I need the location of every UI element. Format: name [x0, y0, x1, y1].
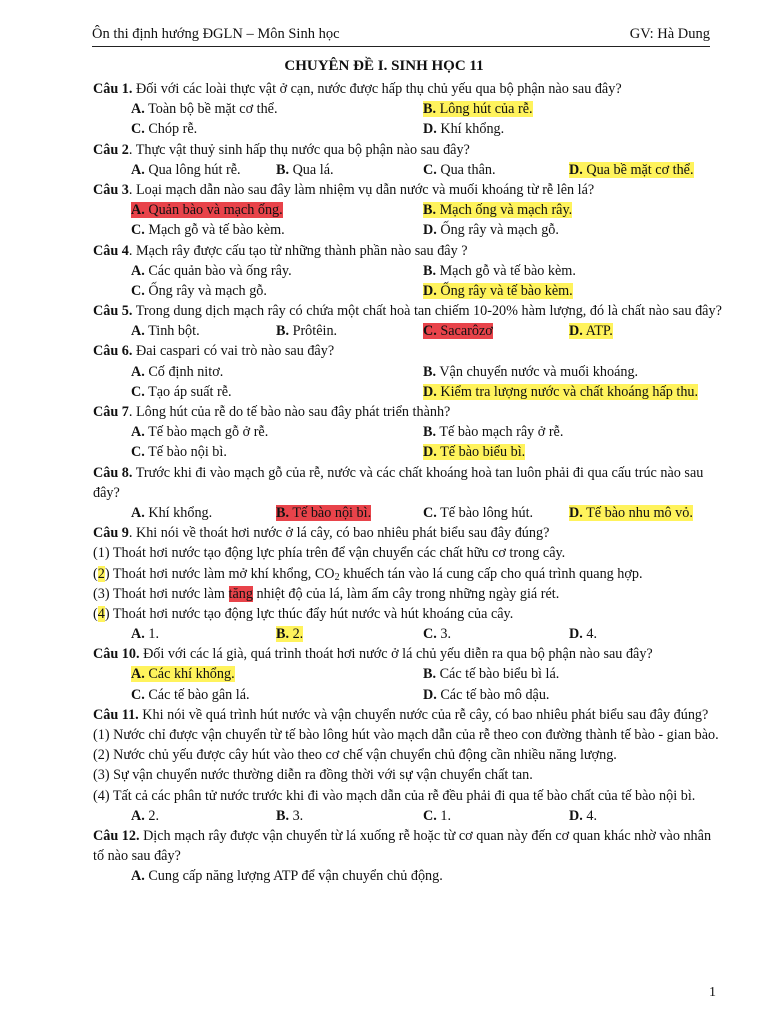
- answer-row: [93, 685, 725, 705]
- answer-a: A. Cố định nitơ.: [131, 363, 224, 380]
- answer-d: D. Qua bề mặt cơ thể.: [569, 161, 694, 178]
- answer-d: D. Tế bào nhu mô vỏ.: [569, 504, 693, 521]
- answer-c: C. 3.: [423, 626, 451, 643]
- page-number: 1: [709, 985, 716, 1000]
- answer-a: A. Khí khổng.: [131, 504, 213, 521]
- answer-b: B. Vận chuyển nước và muối khoáng.: [423, 363, 639, 380]
- answer-row: [93, 261, 725, 281]
- statement-2: (2) Thoát hơi nước làm mở khí khổng, $CO_2$ khuếch tán vào lá cung cấp cho quá trình quang hợp.: [93, 565, 643, 583]
- answer-row: [93, 119, 725, 139]
- answer-row: [93, 200, 725, 220]
- answer-a: A. 2.: [131, 807, 159, 824]
- question-11: Câu 11. Khi nói về quá trình hút nước và vận chuyển nước của rễ cây, có bao nhiêu phát biểu sau đây đúng?: [93, 706, 709, 723]
- answer-a: A. Tế bào mạch gỗ ở rễ.: [131, 424, 269, 441]
- answer-c: C. Các tế bào gân lá.: [131, 686, 250, 703]
- answer-c: C. Qua thân.: [423, 161, 496, 178]
- question-12: Câu 12. Dịch mạch rây được vận chuyển từ lá xuống rễ hoặc từ cơ quan này đến cơ quan khác nhờ vào nhân tố nào sau đây?: [93, 828, 712, 865]
- answer-a: A. Qua lông hút rễ.: [131, 161, 241, 178]
- answer-c: C. Tế bào lông hút.: [423, 504, 534, 521]
- answer-b: B. Qua lá.: [276, 161, 334, 178]
- answer-d: D. Kiểm tra lượng nước và chất khoáng hấp thu.: [423, 383, 699, 400]
- answer-c: C. Ống rây và mạch gỗ.: [131, 282, 267, 299]
- header-teacher: GV: Hà Dung: [629, 26, 710, 42]
- answer-row: [93, 160, 725, 180]
- answer-a: A. Tinh bột.: [131, 323, 200, 340]
- answer-a: A. Toàn bộ bề mặt cơ thể.: [131, 101, 278, 118]
- answer-b: B. Tế bào nội bì.: [276, 504, 372, 521]
- answer-row: [93, 382, 725, 402]
- answer-d: D. Ống rây và mạch gỗ.: [423, 222, 559, 239]
- answer-row: [93, 220, 725, 240]
- answer-b: B. Các tế bào biểu bì lá.: [423, 666, 560, 683]
- answer-row: [93, 281, 725, 301]
- question-list: [93, 79, 725, 887]
- answer-b: B. 3.: [276, 807, 304, 824]
- statement-4: (4) Thoát hơi nước tạo động lực thúc đẩy hút nước và hút khoáng của cây.: [93, 605, 514, 622]
- answer-a: A. Quản bào và mạch ống.: [131, 202, 283, 219]
- statement-3: (3) Thoát hơi nước làm tăng nhiệt độ của lá, làm ấm cây trong những ngày giá rét.: [93, 585, 560, 602]
- answer-b: B. Mạch ống và mạch rây.: [423, 202, 573, 219]
- answer-d: D. Khí khổng.: [423, 121, 505, 138]
- document-title: CHUYÊN ĐỀ I. SINH HỌC 11: [284, 58, 484, 74]
- question-1: [93, 79, 725, 99]
- answer-a: A. Cung cấp năng lượng ATP để vận chuyển chủ động.: [131, 868, 443, 885]
- answer-row: [93, 99, 725, 119]
- question-9: Câu 9. Khi nói về thoát hơi nước ở lá cây, có bao nhiêu phát biểu sau đây đúng?: [93, 525, 550, 542]
- answer-c: C. Mạch gỗ và tế bào kèm.: [131, 222, 285, 239]
- answer-d: D. 4.: [569, 807, 597, 824]
- answer-row: [93, 664, 725, 684]
- answer-d: D. Ống rây và tế bào kèm.: [423, 282, 573, 299]
- question-2: Câu 2. Thực vật thuỷ sinh hấp thụ nước qua bộ phận nào sau đây?: [93, 141, 470, 158]
- answer-a: A. Các quản bào và ống rây.: [131, 262, 292, 279]
- header-course: Ôn thi định hướng ĐGLN – Môn Sinh học: [92, 26, 340, 42]
- question-6: Câu 6. Đai caspari có vai trò nào sau đây?: [93, 343, 335, 360]
- answer-c: C. Sacarôzơ: [423, 323, 493, 340]
- answer-b: B. Tế bào mạch rây ở rễ.: [423, 424, 564, 441]
- question-3: Câu 3. Loại mạch dẫn nào sau đây làm nhiệm vụ dẫn nước và muối khoáng từ rễ lên lá?: [93, 181, 595, 198]
- statement-3: (3) Sự vận chuyển nước thường diễn ra đồng thời với sự vận chuyển chất tan.: [93, 767, 533, 784]
- answer-d: D. Các tế bào mô dậu.: [423, 686, 550, 703]
- answer-d: D. ATP.: [569, 323, 613, 340]
- answer-c: C. 1.: [423, 807, 451, 824]
- answer-a: A. Các khí khổng.: [131, 666, 235, 683]
- question-5: Câu 5. Trong dung dịch mạch rây có chứa một chất hoà tan chiếm 10-20% hàm lượng, đó là chất nào sau đây?: [93, 303, 722, 320]
- answer-b: B. 2.: [276, 626, 304, 643]
- question-7: Câu 7. Lông hút của rễ do tế bào nào sau đây phát triển thành?: [93, 404, 451, 421]
- answer-row: [93, 442, 725, 462]
- page-header: [92, 24, 710, 47]
- answer-row: [93, 362, 725, 382]
- question-8: Câu 8. Trước khi đi vào mạch gỗ của rễ, nước và các chất khoáng hoà tan luôn phải đi qua cấu trúc nào sau đây?: [93, 464, 704, 501]
- answer-c: C. Chóp rễ.: [131, 121, 198, 138]
- question-label: Câu 1.: [93, 81, 133, 97]
- answer-row: [93, 624, 725, 644]
- answer-row: [93, 866, 725, 886]
- question-4: Câu 4. Mạch rây được cấu tạo từ những thành phần nào sau đây ?: [93, 242, 468, 259]
- answer-row: [93, 321, 725, 341]
- question-10: Câu 10. Đối với các lá già, quá trình thoát hơi nước ở lá chủ yếu diễn ra qua bộ phận nào sau đây?: [93, 646, 653, 663]
- answer-row: [93, 806, 725, 826]
- answer-c: C. Tế bào nội bì.: [131, 444, 227, 461]
- statement-2: (2) Nước chủ yếu được cây hút vào theo cơ chế vận chuyển chủ động cần nhiều năng lượng.: [93, 747, 617, 764]
- answer-row: [93, 503, 725, 523]
- statement-1: (1) Nước chỉ được vận chuyển từ tế bào lông hút vào mạch dẫn của rễ theo con đường thành tế bào - gian bào.: [93, 727, 719, 744]
- answer-c: C. Tạo áp suất rễ.: [131, 383, 232, 400]
- answer-a: A. 1.: [131, 626, 159, 643]
- question-text: Đối với các loài thực vật ở cạn, nước được hấp thụ chủ yếu qua bộ phận nào sau đây?: [132, 81, 622, 97]
- answer-b: B. Prôtêin.: [276, 323, 338, 340]
- statement-4: (4) Tất cả các phân tử nước trước khi đi vào mạch dẫn của rễ đều phải đi qua tế bào chất của tế bào nội bì.: [93, 787, 696, 804]
- statement-1: (1) Thoát hơi nước tạo động lực phía trên để vận chuyển các chất hữu cơ trong cây.: [93, 545, 566, 562]
- answer-row: [93, 422, 725, 442]
- answer-d: D. Tế bào biểu bì.: [423, 444, 526, 461]
- answer-b: B. Lông hút của rễ.: [423, 101, 533, 118]
- answer-b: B. Mạch gỗ và tế bào kèm.: [423, 262, 576, 279]
- answer-d: D. 4.: [569, 626, 597, 643]
